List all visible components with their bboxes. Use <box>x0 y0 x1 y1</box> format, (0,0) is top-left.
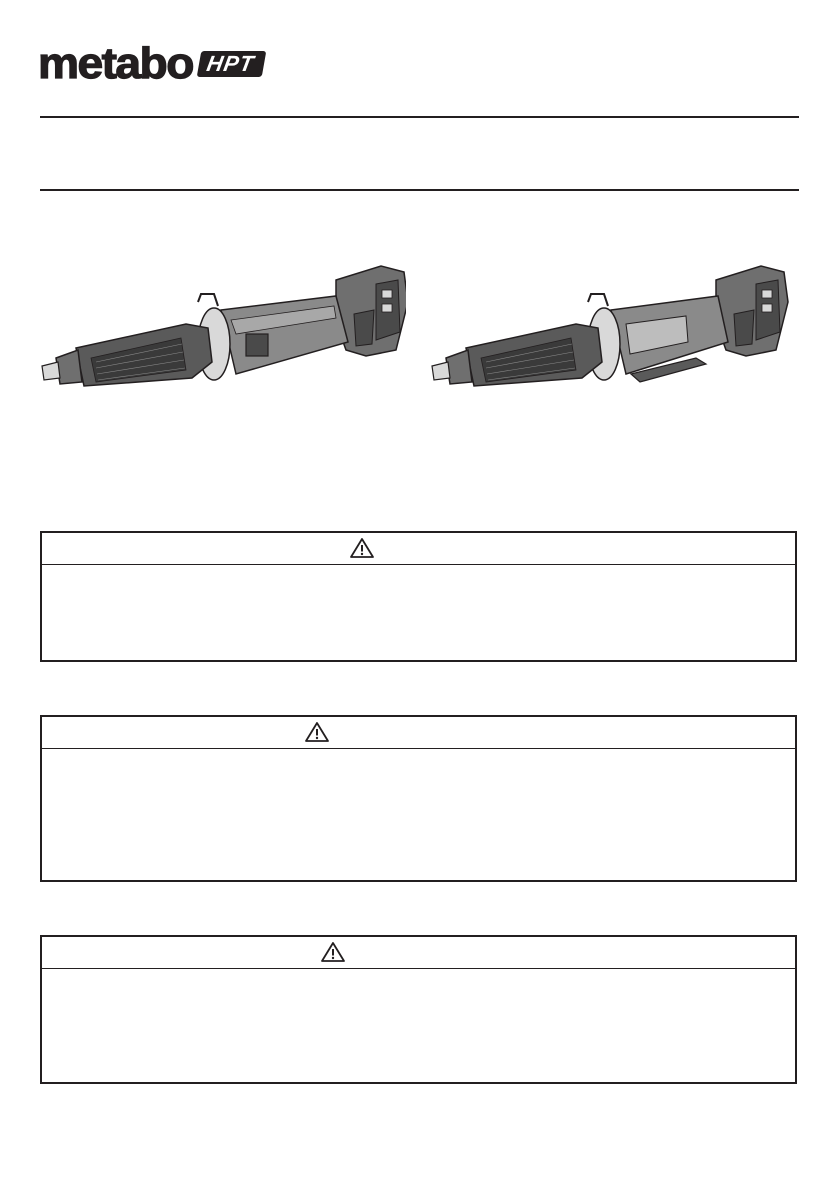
warning-box-1 <box>40 531 797 662</box>
warning-box-3-header <box>42 937 795 969</box>
warning-triangle-icon <box>349 537 375 559</box>
warning-box-2-header <box>42 717 795 749</box>
warning-triangle-icon <box>320 941 346 963</box>
die-grinder-left-illustration <box>36 262 406 392</box>
warning-triangle-icon <box>304 721 330 743</box>
header-rule-top <box>40 116 799 118</box>
brand-badge: HPT <box>197 51 267 77</box>
brand-wordmark: metabo <box>38 39 193 88</box>
warning-box-2 <box>40 715 797 882</box>
warning-box-1-header <box>42 533 795 565</box>
warning-box-3 <box>40 935 797 1084</box>
header-rule-bottom <box>40 189 799 191</box>
brand-logo <box>38 39 264 88</box>
die-grinder-right-illustration <box>426 262 796 392</box>
